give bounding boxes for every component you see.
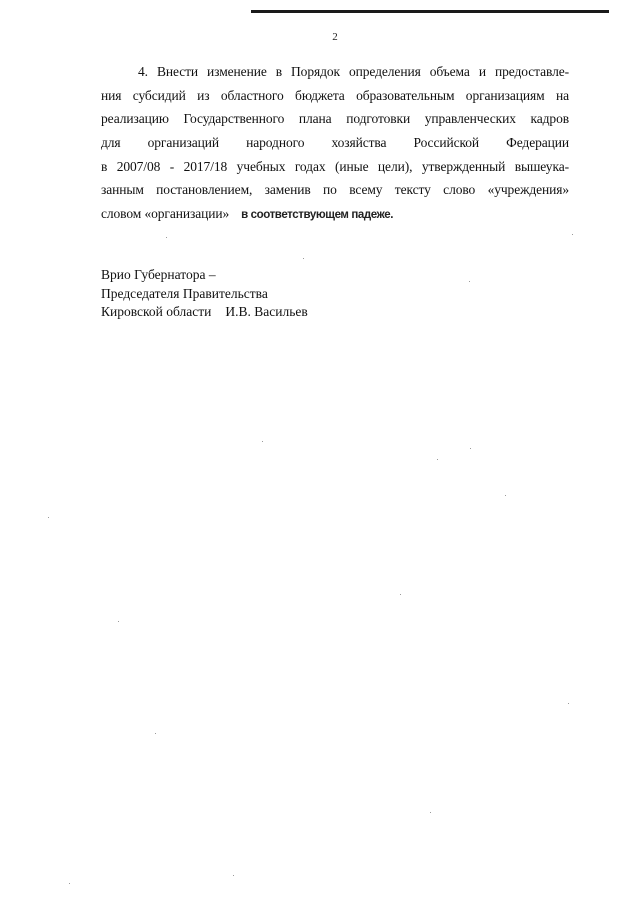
signatory-region: Кировской области — [101, 304, 212, 319]
signatory-region-line — [101, 303, 308, 322]
paragraph-line: в 2007/08 - 2017/18 учебных годах (иные цели), утвержденный вышеука- — [101, 158, 569, 174]
scan-speck — [303, 258, 304, 259]
scan-speck — [430, 812, 431, 813]
scan-speck — [118, 621, 119, 622]
paragraph-line: для организаций народного хозяйства Российской Федерации — [101, 135, 569, 151]
scan-speck — [437, 459, 438, 460]
scan-speck — [572, 234, 573, 235]
scan-speck — [233, 875, 234, 876]
scan-speck — [48, 517, 49, 518]
scan-speck — [470, 448, 471, 449]
stamped-insertion: в соответствующем падеже. — [241, 209, 394, 222]
paragraph-line: занным постановлением, заменив по всему тексту слово «учреждения» — [101, 182, 569, 198]
signatory-title-line: Врио Губернатора – — [101, 267, 216, 282]
paragraph-line: реализацию Государственного плана подготовки управленческих кадров — [101, 111, 569, 127]
scan-speck — [155, 733, 156, 734]
scan-speck — [469, 281, 470, 282]
paragraph-line: 4. Внести изменение в Порядок определения объема и предоставле- — [138, 64, 569, 79]
paragraph-line: словом «организации» — [101, 206, 230, 222]
scan-speck — [568, 703, 569, 704]
scan-speck — [166, 237, 167, 238]
scan-speck — [400, 594, 401, 595]
scan-speck — [262, 441, 263, 442]
scan-speck — [505, 495, 506, 496]
signatory-title-line: Председателя Правительства — [101, 285, 268, 301]
signature-block — [101, 266, 308, 322]
scan-speck — [69, 883, 70, 884]
signatory-name: И.В. Васильев — [225, 304, 308, 319]
amendment-paragraph — [101, 60, 569, 226]
top-rule — [251, 10, 609, 13]
paragraph-last-line — [101, 202, 569, 226]
page-number: 2 — [332, 31, 338, 43]
paragraph-line: ния субсидий из областного бюджета образовательным организациям на — [101, 87, 569, 103]
